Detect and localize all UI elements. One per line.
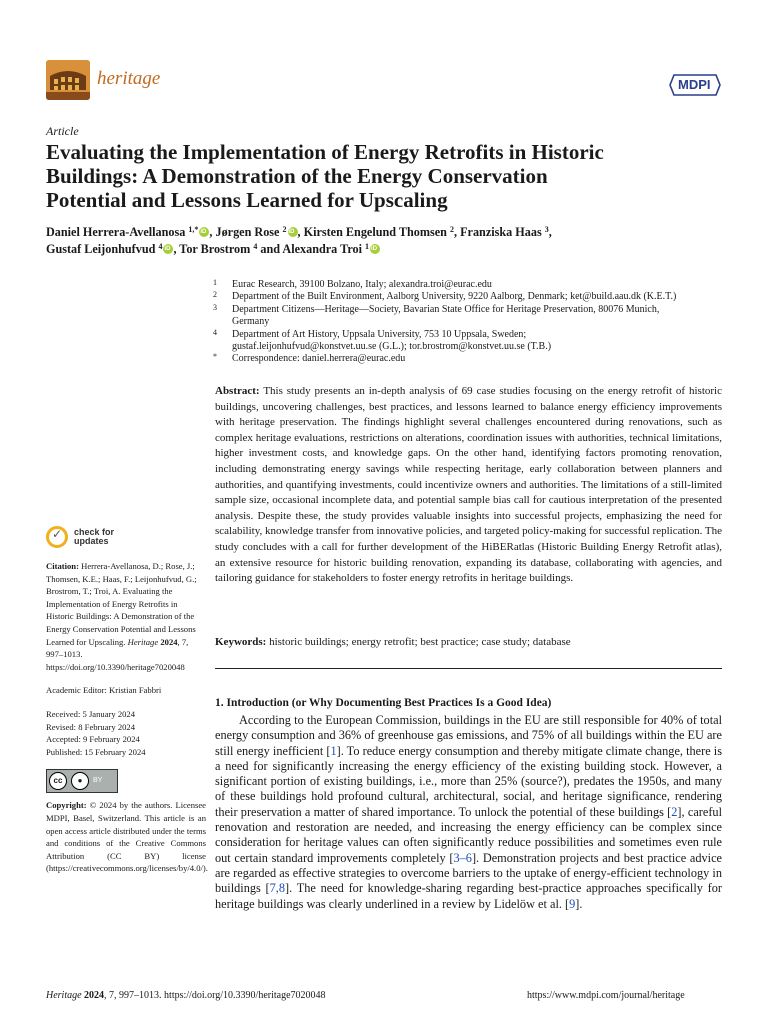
keywords-text: historic buildings; energy retrofit; best practice; case study; database	[269, 636, 571, 648]
affiliations	[213, 279, 733, 366]
publication-dates	[46, 708, 206, 758]
affiliation-text: Correspondence: daniel.herrera@eurac.edu	[232, 353, 406, 365]
check-for-updates[interactable]	[46, 526, 206, 548]
title-line: Buildings: A Demonstration of the Energy Conservation	[46, 164, 548, 188]
affiliation-number: 2	[213, 290, 217, 300]
affiliation-item	[213, 329, 627, 354]
citation-text: Herrera-Avellanosa, D.; Rose, J.; Thomsen, K.E.; Haas, F.; Leijonhufvud, G.; Brostrom, T.; Troi, A. Evaluating the Implementation of Energy Retrofits in Historic Buildings: A Demonstration of the Energy Conservation Potential and Lessons Learned for Upscaling.	[46, 561, 197, 647]
affiliation-number: *	[213, 352, 217, 362]
section-heading: 1. Introduction (or Why Documenting Best Practices Is a Good Idea)	[215, 697, 552, 709]
affiliation-item	[213, 291, 733, 303]
affiliation-number: 1	[213, 278, 217, 287]
copyright-label: Copyright:	[46, 800, 87, 811]
citation-link[interactable]: 3–6	[453, 850, 472, 865]
affiliation-text: Eurac Research, 39100 Bolzano, Italy; alexandra.troi@eurac.edu	[232, 279, 492, 290]
orcid-icon[interactable]	[199, 227, 209, 237]
footer-journal: Heritage	[46, 990, 82, 1001]
abstract-text: This study presents an in-depth analysis of 69 case studies focusing on the energy retrofit of historic buildings, uncovering challenges, best practices, and lessons learned to balance energy efficiency improvements with heritage preservation. The findings highlight several challenges encountered during renovations, such as complex heritage evaluations, restrictions on alterations, coordination issues with authorities, technical limitations, higher investment costs, and knowledge gaps. On the other hand, identifying factors promoting renovation, including demonstrating energy savings while respecting heritage, early collaboration between planners and authorities, and quantifying investments, could incentivize owners and authorities. The limitations of a still-limited sample size, occasional incomplete data, and potential sample bias call for cautious interpretation of the presented analysis. Despite these, the study provides valuable insights into successful projects, emphasizing the need for scalability, knowledge transfer from innovative policies, and targeted policy-making for successful replication. The study concludes with a call for further development of the HiBERatlas (Historic Building Energy Retrofit atlas), an extensive resource for historic building renovation, expanding its database, collaborating with agencies, and tailoring guidance for stakeholders to foster energy retrofits in heritage buildings.	[215, 385, 722, 585]
citation-link[interactable]: 7,8	[269, 881, 286, 896]
affiliation-item	[213, 353, 733, 365]
updates-label: updates	[74, 536, 109, 546]
author-affil-sup: 3	[544, 225, 549, 234]
abstract-label: Abstract:	[215, 385, 260, 397]
citation-link[interactable]: 2	[671, 804, 678, 819]
keywords	[215, 636, 722, 648]
keywords-label: Keywords:	[215, 636, 267, 648]
citation-label: Citation:	[46, 561, 79, 571]
affiliation-text: Department of the Built Environment, Aalborg University, 9220 Aalborg, Denmark; ket@build.aau.dk (K.E.T.)	[232, 291, 677, 303]
title-line: Evaluating the Implementation of Energy Retrofits in Historic	[46, 140, 604, 164]
copyright-notice	[46, 799, 206, 875]
footer-citation	[46, 990, 326, 1001]
intro-text: ].	[575, 896, 583, 911]
colosseum-icon	[46, 60, 90, 100]
author-list	[46, 224, 736, 258]
author-name[interactable]: Gustaf Leijonhufvud	[46, 242, 156, 256]
cc-by-license-badge[interactable]	[46, 769, 118, 793]
orcid-icon[interactable]	[370, 244, 380, 254]
check-updates-icon	[46, 526, 68, 548]
author-name[interactable]: Daniel Herrera-Avellanosa	[46, 225, 186, 239]
article-type: Article	[46, 124, 79, 138]
author-affil-sup: 1,*	[188, 225, 199, 234]
section-divider	[215, 668, 722, 669]
citation-link[interactable]: 1	[330, 743, 337, 758]
intro-text: ]. The need for knowledge-sharing regarding best-practice approaches specifically for heritage buildings was clearly underlined in a review by Lidelöw et al. [	[215, 881, 722, 911]
article-title	[46, 140, 726, 212]
footer-year: 2024	[84, 990, 105, 1001]
author-affil-sup: 2	[282, 225, 287, 234]
title-line: Potential and Lessons Learned for Upscaling	[46, 188, 448, 212]
citation-year: 2024	[160, 636, 178, 647]
journal-logo	[46, 60, 90, 100]
by-label: BY	[93, 777, 103, 785]
intro-text: ], careful renovation and restoration are needed, and increasing the energy efficiency can be complex since consideration for heritage values can often significantly reduce possibilities and sometimes even rule out certain standard improvements completely [	[215, 804, 722, 865]
date-revised: Revised: 8 February 2024	[46, 721, 136, 732]
copyright-text: © 2024 by the authors. Licensee MDPI, Basel, Switzerland. This article is an open access article distributed under the terms and conditions of the Creative Commons Attribution (CC BY) license (https://creativecommons.org/licenses/by/4.0/).	[46, 800, 208, 874]
introduction-paragraph	[215, 713, 722, 912]
author-line	[46, 224, 736, 241]
author-affil-sup: 2	[450, 225, 455, 234]
citation-journal: Heritage	[127, 636, 159, 647]
intro-text: ]. To reduce energy consumption and thereby mitigate climate change, there is a need for significantly increasing the energy efficiency of the existing building stock. However, a significant portion of existing buildings, i.e., more than 25% (source?), predates the 1950s, and many of these buildings hold profound cultural, architectural, social, and heritage significance, rendering their preservation a matter of shared importance. To unlock the potential of these buildings [	[215, 743, 722, 819]
affiliation-item	[213, 304, 680, 329]
affiliation-item	[213, 279, 733, 291]
article-sidebar	[46, 526, 206, 875]
attribution-person-icon: ●	[71, 772, 89, 790]
academic-editor: Academic Editor: Kristian Fabbri	[46, 685, 162, 696]
affiliation-text: Department of Art History, Uppsala University, 753 10 Uppsala, Sweden; gustaf.leijonhufvud@konstvet.uu.se (G.L.); tor.brostrom@konstvet.uu.se (T.B.)	[232, 328, 552, 353]
orcid-icon[interactable]	[163, 244, 173, 254]
citation	[46, 560, 206, 673]
citation-link[interactable]: 9	[569, 896, 576, 911]
intro-text: According to the European Commission, buildings in the EU are still responsible for 40% of total energy consumption and 36% of greenhouse gas emissions, and 75% of all buildings within the EU are still energy inefficient [	[215, 713, 722, 758]
citation-doi[interactable]: , 7, 997–1013. https://doi.org/10.3390/heritage7020048	[46, 636, 189, 672]
cc-icon: cc	[49, 772, 67, 790]
affiliation-text: Department Citizens—Heritage—Society, Bavarian State Office for Heritage Preservation, 80076 Munich, Germany	[232, 303, 660, 328]
date-accepted: Accepted: 9 February 2024	[46, 734, 140, 745]
affiliation-number: 4	[213, 327, 217, 337]
author-affil-sup: 1	[365, 242, 370, 251]
author-affil-sup: 4	[253, 242, 258, 251]
affiliation-number: 3	[213, 302, 217, 312]
author-name[interactable]: and Alexandra Troi	[257, 242, 362, 256]
author-name[interactable]: , Franziska Haas	[454, 225, 542, 239]
author-separator: ,	[548, 225, 552, 239]
abstract	[215, 384, 722, 587]
author-name[interactable]: , Tor Brostrom	[173, 242, 251, 256]
mdpi-logo	[668, 73, 722, 97]
author-name[interactable]: , Jørgen Rose	[209, 225, 280, 239]
date-published: Published: 15 February 2024	[46, 746, 146, 757]
orcid-icon[interactable]	[288, 227, 298, 237]
footer-journal-url[interactable]: https://www.mdpi.com/journal/heritage	[527, 990, 685, 1001]
check-for-label: check for	[74, 527, 115, 537]
mdpi-text: MDPI	[678, 77, 711, 92]
author-line	[46, 241, 736, 258]
journal-name: heritage	[97, 68, 161, 89]
author-name[interactable]: , Kirsten Engelund Thomsen	[297, 225, 447, 239]
intro-text: ]. Demonstration projects and best practice advice are regarded as effective strategies to overcome barriers to the uptake of energy-efficient technology in buildings [	[215, 850, 722, 896]
footer-doi[interactable]: , 7, 997–1013. https://doi.org/10.3390/heritage7020048	[104, 990, 326, 1001]
author-affil-sup: 4	[158, 242, 163, 251]
date-received: Received: 5 January 2024	[46, 708, 136, 719]
